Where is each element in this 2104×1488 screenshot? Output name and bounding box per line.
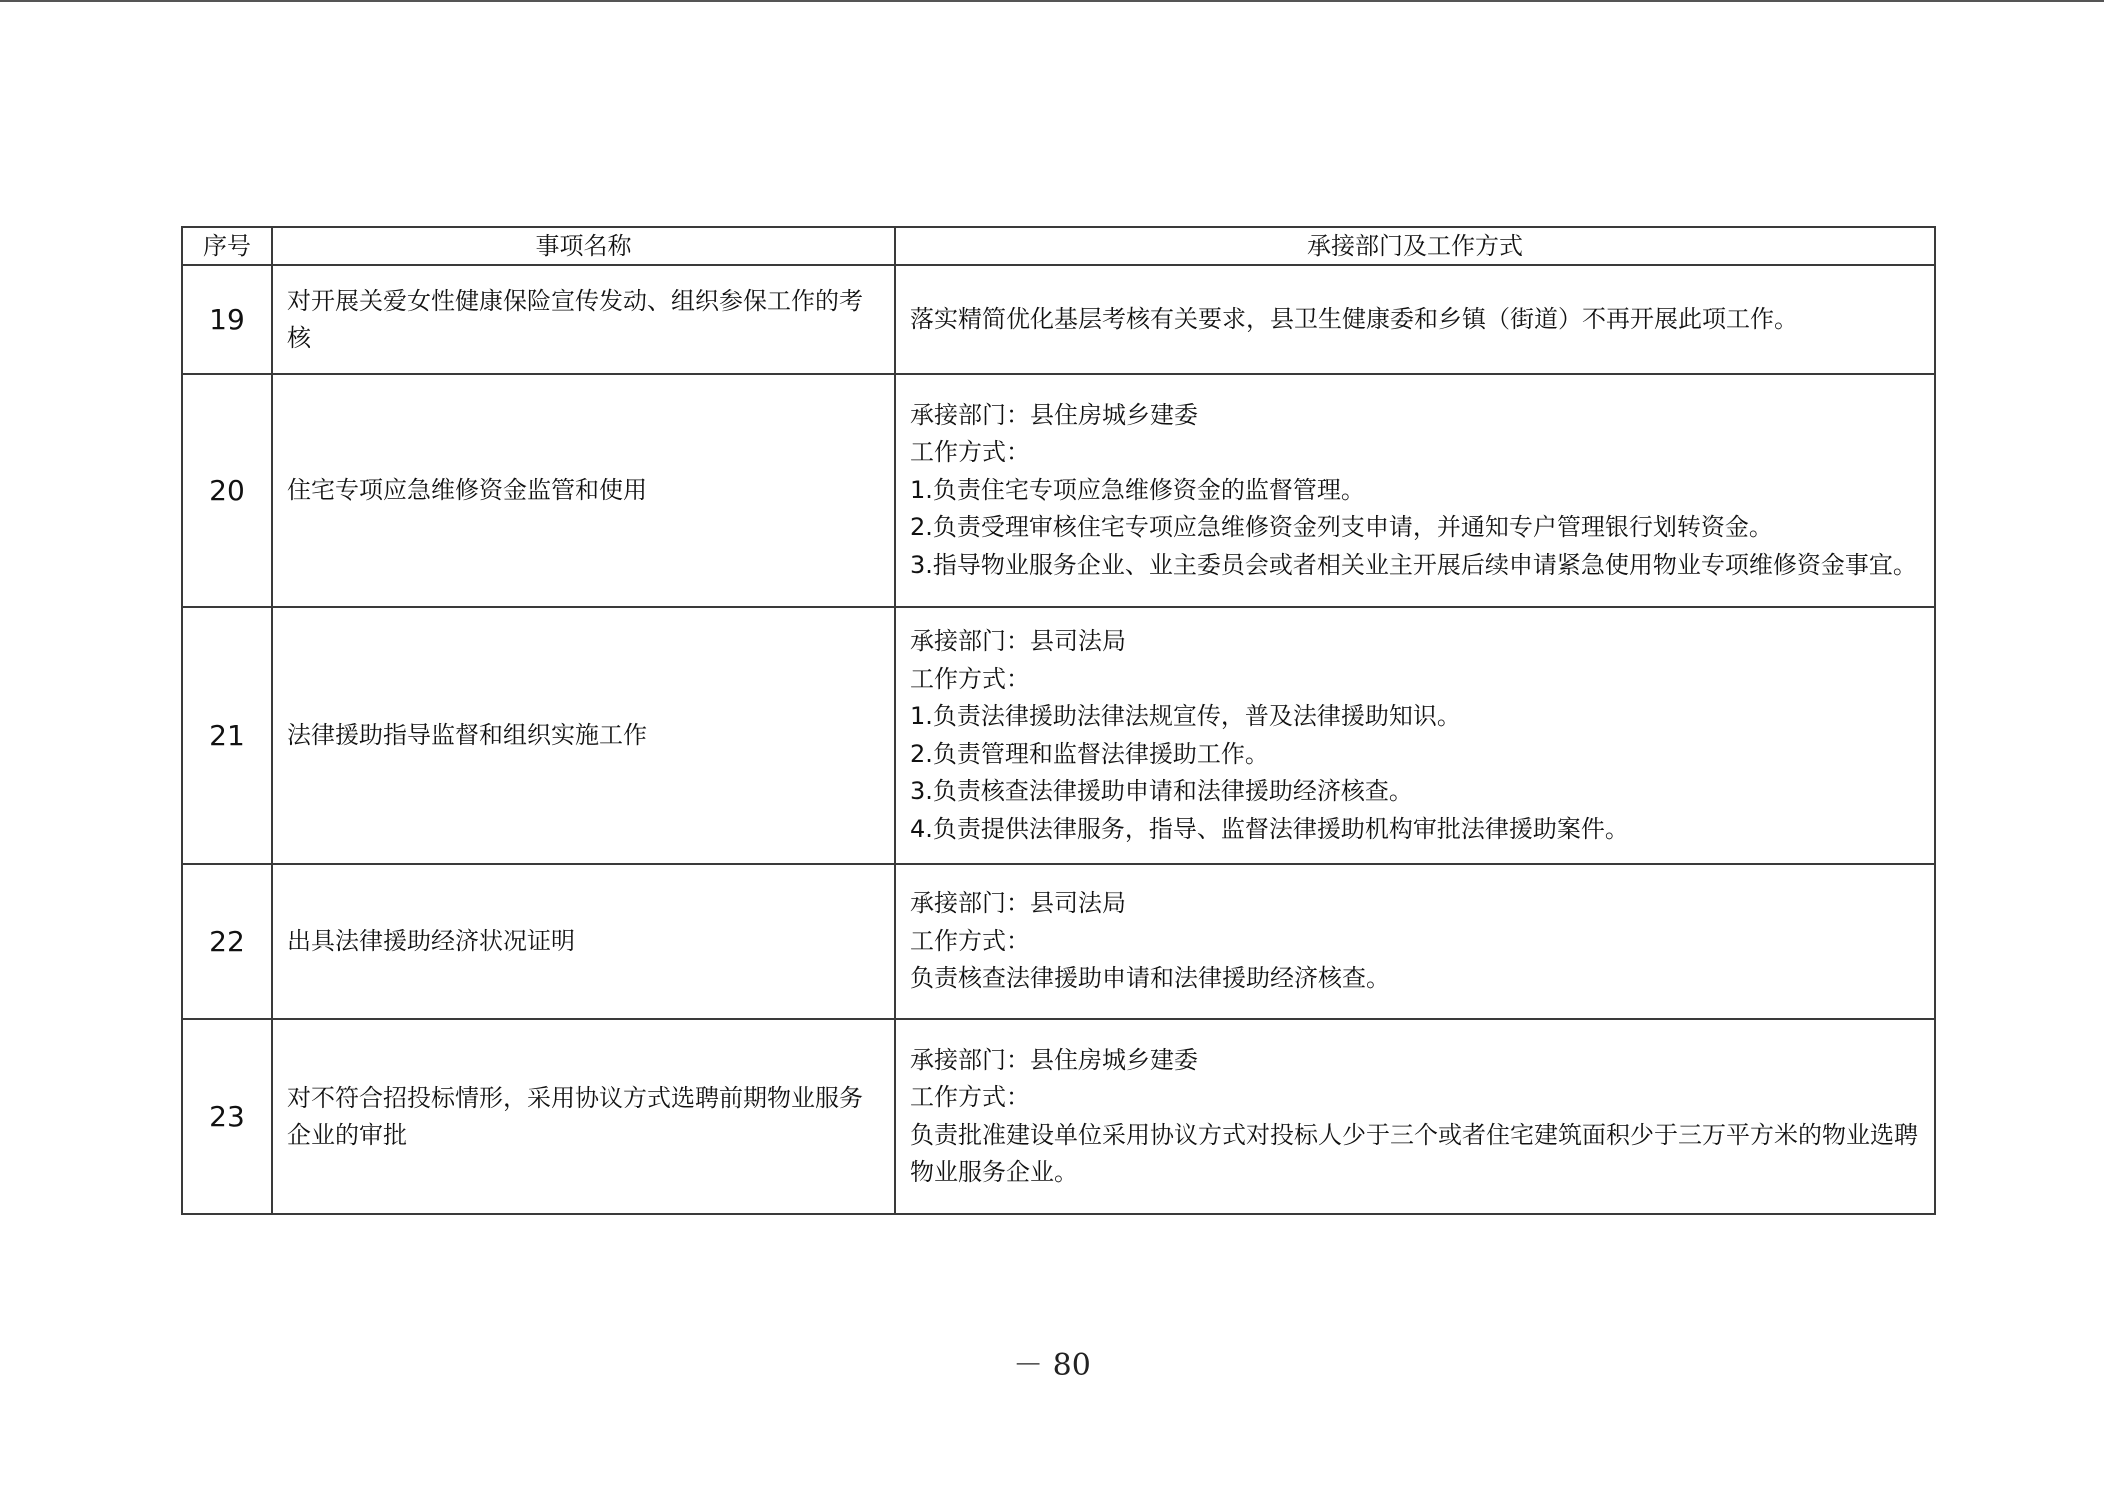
department-and-method	[895, 265, 1935, 374]
detail-line: 承接部门：县住房城乡建委	[910, 400, 1198, 429]
detail-line: 工作方式：	[910, 438, 1030, 467]
page-number: － 80	[1013, 1348, 1091, 1383]
service-items-table	[181, 226, 1936, 1215]
row-number: 22	[182, 864, 272, 1019]
detail-line: 承接部门：县司法局	[910, 627, 1126, 655]
item-name: 出具法律援助经济状况证明	[272, 864, 895, 1019]
detail-line: 工作方式：	[910, 926, 1030, 955]
detail-line: 负责批准建设单位采用协议方式对投标人少于三个或者住宅建筑面积少于三万平方米的物业选聘物业服务企业。	[910, 1120, 1918, 1186]
detail-line: 工作方式：	[910, 664, 1030, 693]
table-header-row	[182, 227, 1935, 265]
detail-line: 3.指导物业服务企业、业主委员会或者相关业主开展后续申请紧急使用物业专项维修资金事宜。	[910, 550, 1917, 579]
detail-line: 落实精简优化基层考核有关要求，县卫生健康委和乡镇（街道）不再开展此项工作。	[910, 304, 1798, 333]
row-number: 23	[182, 1019, 272, 1214]
item-name: 对不符合招投标情形，采用协议方式选聘前期物业服务企业的审批	[272, 1019, 895, 1214]
header-serial-number: 序号	[182, 227, 272, 265]
detail-line: 承接部门：县司法局	[910, 889, 1126, 918]
header-department-and-method: 承接部门及工作方式	[895, 227, 1935, 265]
item-name: 法律援助指导监督和组织实施工作	[272, 607, 895, 864]
detail-line: 承接部门：县住房城乡建委	[910, 1045, 1198, 1074]
table-row	[182, 607, 1935, 864]
row-number: 19	[182, 265, 272, 374]
department-and-method	[895, 1019, 1935, 1214]
detail-line: 工作方式：	[910, 1083, 1030, 1111]
detail-line: 1.负责法律援助法律法规宣传，普及法律援助知识。	[910, 702, 1461, 730]
header-item-name: 事项名称	[272, 227, 895, 265]
table-row	[182, 1019, 1935, 1214]
detail-line: 负责核查法律援助申请和法律援助经济核查。	[910, 964, 1390, 993]
department-and-method	[895, 607, 1935, 864]
department-and-method	[895, 374, 1935, 607]
item-name: 对开展关爱女性健康保险宣传发动、组织参保工作的考核	[272, 265, 895, 374]
detail-line: 1.负责住宅专项应急维修资金的监督管理。	[910, 475, 1365, 504]
detail-line: 2.负责管理和监督法律援助工作。	[910, 739, 1269, 768]
table-row	[182, 374, 1935, 607]
top-border-line	[0, 0, 2104, 2]
row-number: 20	[182, 374, 272, 607]
table-row	[182, 864, 1935, 1019]
detail-line: 4.负责提供法律服务，指导、监督法律援助机构审批法律援助案件。	[910, 814, 1629, 843]
detail-line: 2.负责受理审核住宅专项应急维修资金列支申请，并通知专户管理银行划转资金。	[910, 513, 1773, 542]
row-number: 21	[182, 607, 272, 864]
table-row	[182, 265, 1935, 374]
detail-line: 3.负责核查法律援助申请和法律援助经济核查。	[910, 777, 1413, 805]
department-and-method	[895, 864, 1935, 1019]
item-name: 住宅专项应急维修资金监管和使用	[272, 374, 895, 607]
